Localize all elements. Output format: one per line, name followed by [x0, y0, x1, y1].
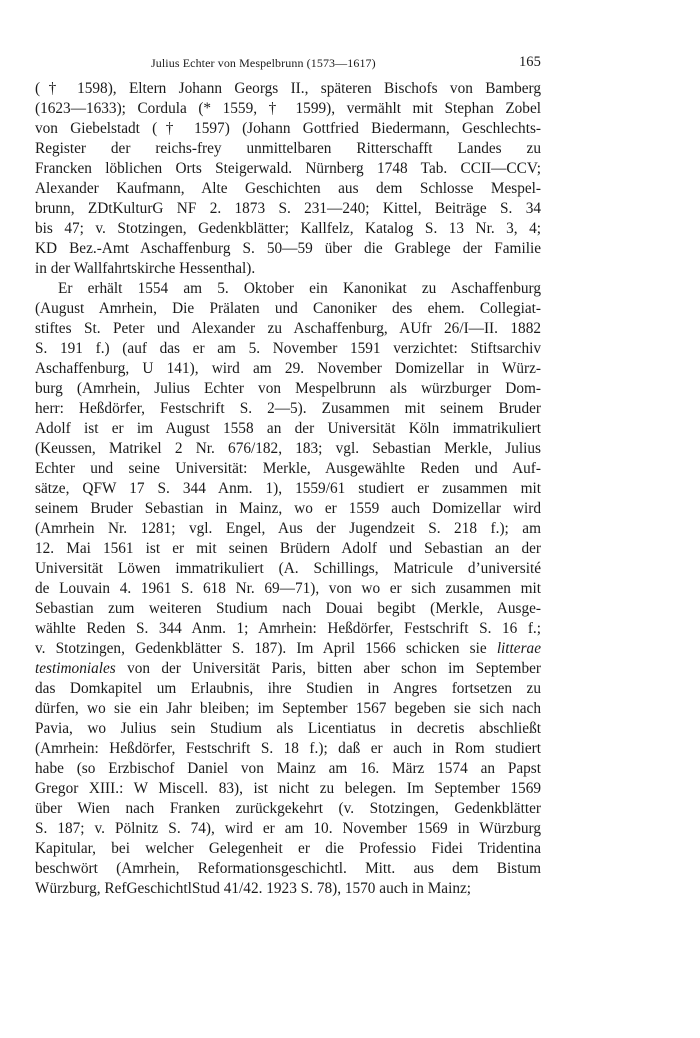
body-text — [35, 79, 541, 899]
text-line: (1623—1633); Cordula (* 1559, † 1599), vermählt mit Stephan Zobel — [35, 100, 541, 117]
text-line: S. 191 f.) (auf das er am 5. November 1591 verzichtet: Stiftsarchiv — [35, 340, 541, 357]
text-line: Kapitular, bei welcher Gelegenheit er die Professio Fidei Tridentina — [35, 840, 541, 857]
text-line: burg (Amrhein, Julius Echter von Mespelbrunn als würzburger Dom- — [35, 380, 541, 397]
text-line: beschwört (Amrhein, Reformationsgeschichtl. Mitt. aus dem Bistum — [35, 860, 541, 877]
text-segment: v. Stotzingen, Gedenkblätter S. 187). Im April 1566 schicken sie — [35, 640, 497, 657]
text-line: das Domkapitel um Erlaubnis, ihre Studien in Angres fortsetzen zu — [35, 680, 541, 697]
text-line: (August Amrhein, Die Prälaten und Canoniker des ehem. Collegiat- — [35, 300, 541, 317]
text-line: Er erhält 1554 am 5. Oktober ein Kanonikat zu Aschaffenburg — [58, 280, 541, 297]
text-line: (Amrhein: Heßdörfer, Festschrift S. 18 f.); daß er auch in Rom studiert — [35, 740, 541, 757]
text-line: habe (so Erzbischof Daniel von Mainz am 16. März 1574 an Papst — [35, 760, 541, 777]
text-line: Adolf ist er im August 1558 an der Universität Köln immatrikuliert — [35, 420, 541, 437]
text-segment: von der Universität Paris, bitten aber schon im September — [115, 660, 541, 677]
text-line: 12. Mai 1561 ist er mit seinen Brüdern Adolf und Sebastian an der — [35, 540, 541, 557]
text-line: († 1598), Eltern Johann Georgs II., späteren Bischofs von Bamberg — [35, 80, 541, 97]
text-line: KD Bez.-Amt Aschaffenburg S. 50—59 über die Grablege der Familie — [35, 240, 541, 257]
text-line: Pavia, wo Julius sein Studium als Licentiatus in decretis abschließt — [35, 720, 541, 737]
text-line: Würzburg, RefGeschichtlStud 41/42. 1923 S. 78), 1570 auch in Mainz; — [35, 880, 472, 897]
text-line: Alexander Kaufmann, Alte Geschichten aus dem Schlosse Mespel- — [35, 180, 541, 197]
text-line: (Keussen, Matrikel 2 Nr. 676/182, 183; vgl. Sebastian Merkle, Julius — [35, 440, 541, 457]
text-line: (Amrhein Nr. 1281; vgl. Engel, Aus der Jugendzeit S. 218 f.); am — [35, 520, 541, 537]
text-line: sätze, QFW 17 S. 344 Anm. 1), 1559/61 studiert er zusammen mit — [35, 480, 541, 497]
text-line: Register der reichs-frey unmittelbaren Ritterschafft Landes zu — [35, 140, 541, 157]
text-line: Gregor XIII.: W Miscell. 83), ist nicht zu belegen. Im September 1569 — [35, 780, 541, 797]
text-line: bis 47; v. Stotzingen, Gedenkblätter; Kallfelz, Katalog S. 13 Nr. 3, 4; — [35, 220, 541, 237]
page-number: 165 — [518, 54, 541, 70]
text-line: brunn, ZDtKulturG NF 2. 1873 S. 231—240; Kittel, Beiträge S. 34 — [35, 200, 541, 217]
running-head — [35, 46, 541, 70]
text-line: seinem Bruder Sebastian in Mainz, wo er 1559 auch Domizellar wird — [35, 500, 541, 517]
text-line — [35, 639, 541, 659]
text-line: in der Wallfahrtskirche Hessenthal). — [35, 260, 256, 277]
text-line: Universität Löwen immatrikuliert (A. Schillings, Matricule d’université — [35, 560, 541, 577]
text-line: Sebastian zum weiteren Studium nach Douai begibt (Merkle, Ausge- — [35, 600, 541, 617]
text-line: Francken löblichen Orts Steigerwald. Nürnberg 1748 Tab. CCII—CCV; — [35, 160, 541, 177]
text-line: herr: Heßdörfer, Festschrift S. 2—5). Zusammen mit seinem Bruder — [35, 400, 541, 417]
text-line: wählte Reden S. 344 Anm. 1; Amrhein: Heßdörfer, Festschrift S. 16 f.; — [35, 620, 541, 637]
text-line: von Giebelstadt († 1597) (Johann Gottfried Biedermann, Geschlechts- — [35, 120, 541, 137]
text-line: Aschaffenburg, U 141), wird am 29. November Domizellar in Würz- — [35, 360, 541, 377]
text-line: Echter und seine Universität: Merkle, Ausgewählte Reden und Auf- — [35, 460, 541, 477]
paragraph-education — [35, 279, 541, 899]
italic-term: litterae — [496, 640, 541, 657]
text-line: über Wien nach Franken zurückgekehrt (v. Stotzingen, Gedenkblätter — [35, 800, 541, 817]
text-line: S. 187; v. Pölnitz S. 74), wird er am 10. November 1569 in Würzburg — [35, 820, 541, 837]
italic-term: testimoniales — [35, 660, 116, 677]
book-page — [35, 46, 541, 899]
text-line — [35, 659, 541, 679]
paragraph-family-references — [35, 79, 541, 279]
running-title: Julius Echter von Mespelbrunn (1573—1617) — [151, 56, 376, 70]
text-line: stiftes St. Peter und Alexander zu Aschaffenburg, AUfr 26/I—II. 1882 — [35, 320, 541, 337]
text-line: dürfen, wo sie ein Jahr bleiben; im September 1567 begeben sie sich nach — [35, 700, 541, 717]
text-line: de Louvain 4. 1961 S. 618 Nr. 69—71), von wo er sich zusammen mit — [35, 580, 541, 597]
